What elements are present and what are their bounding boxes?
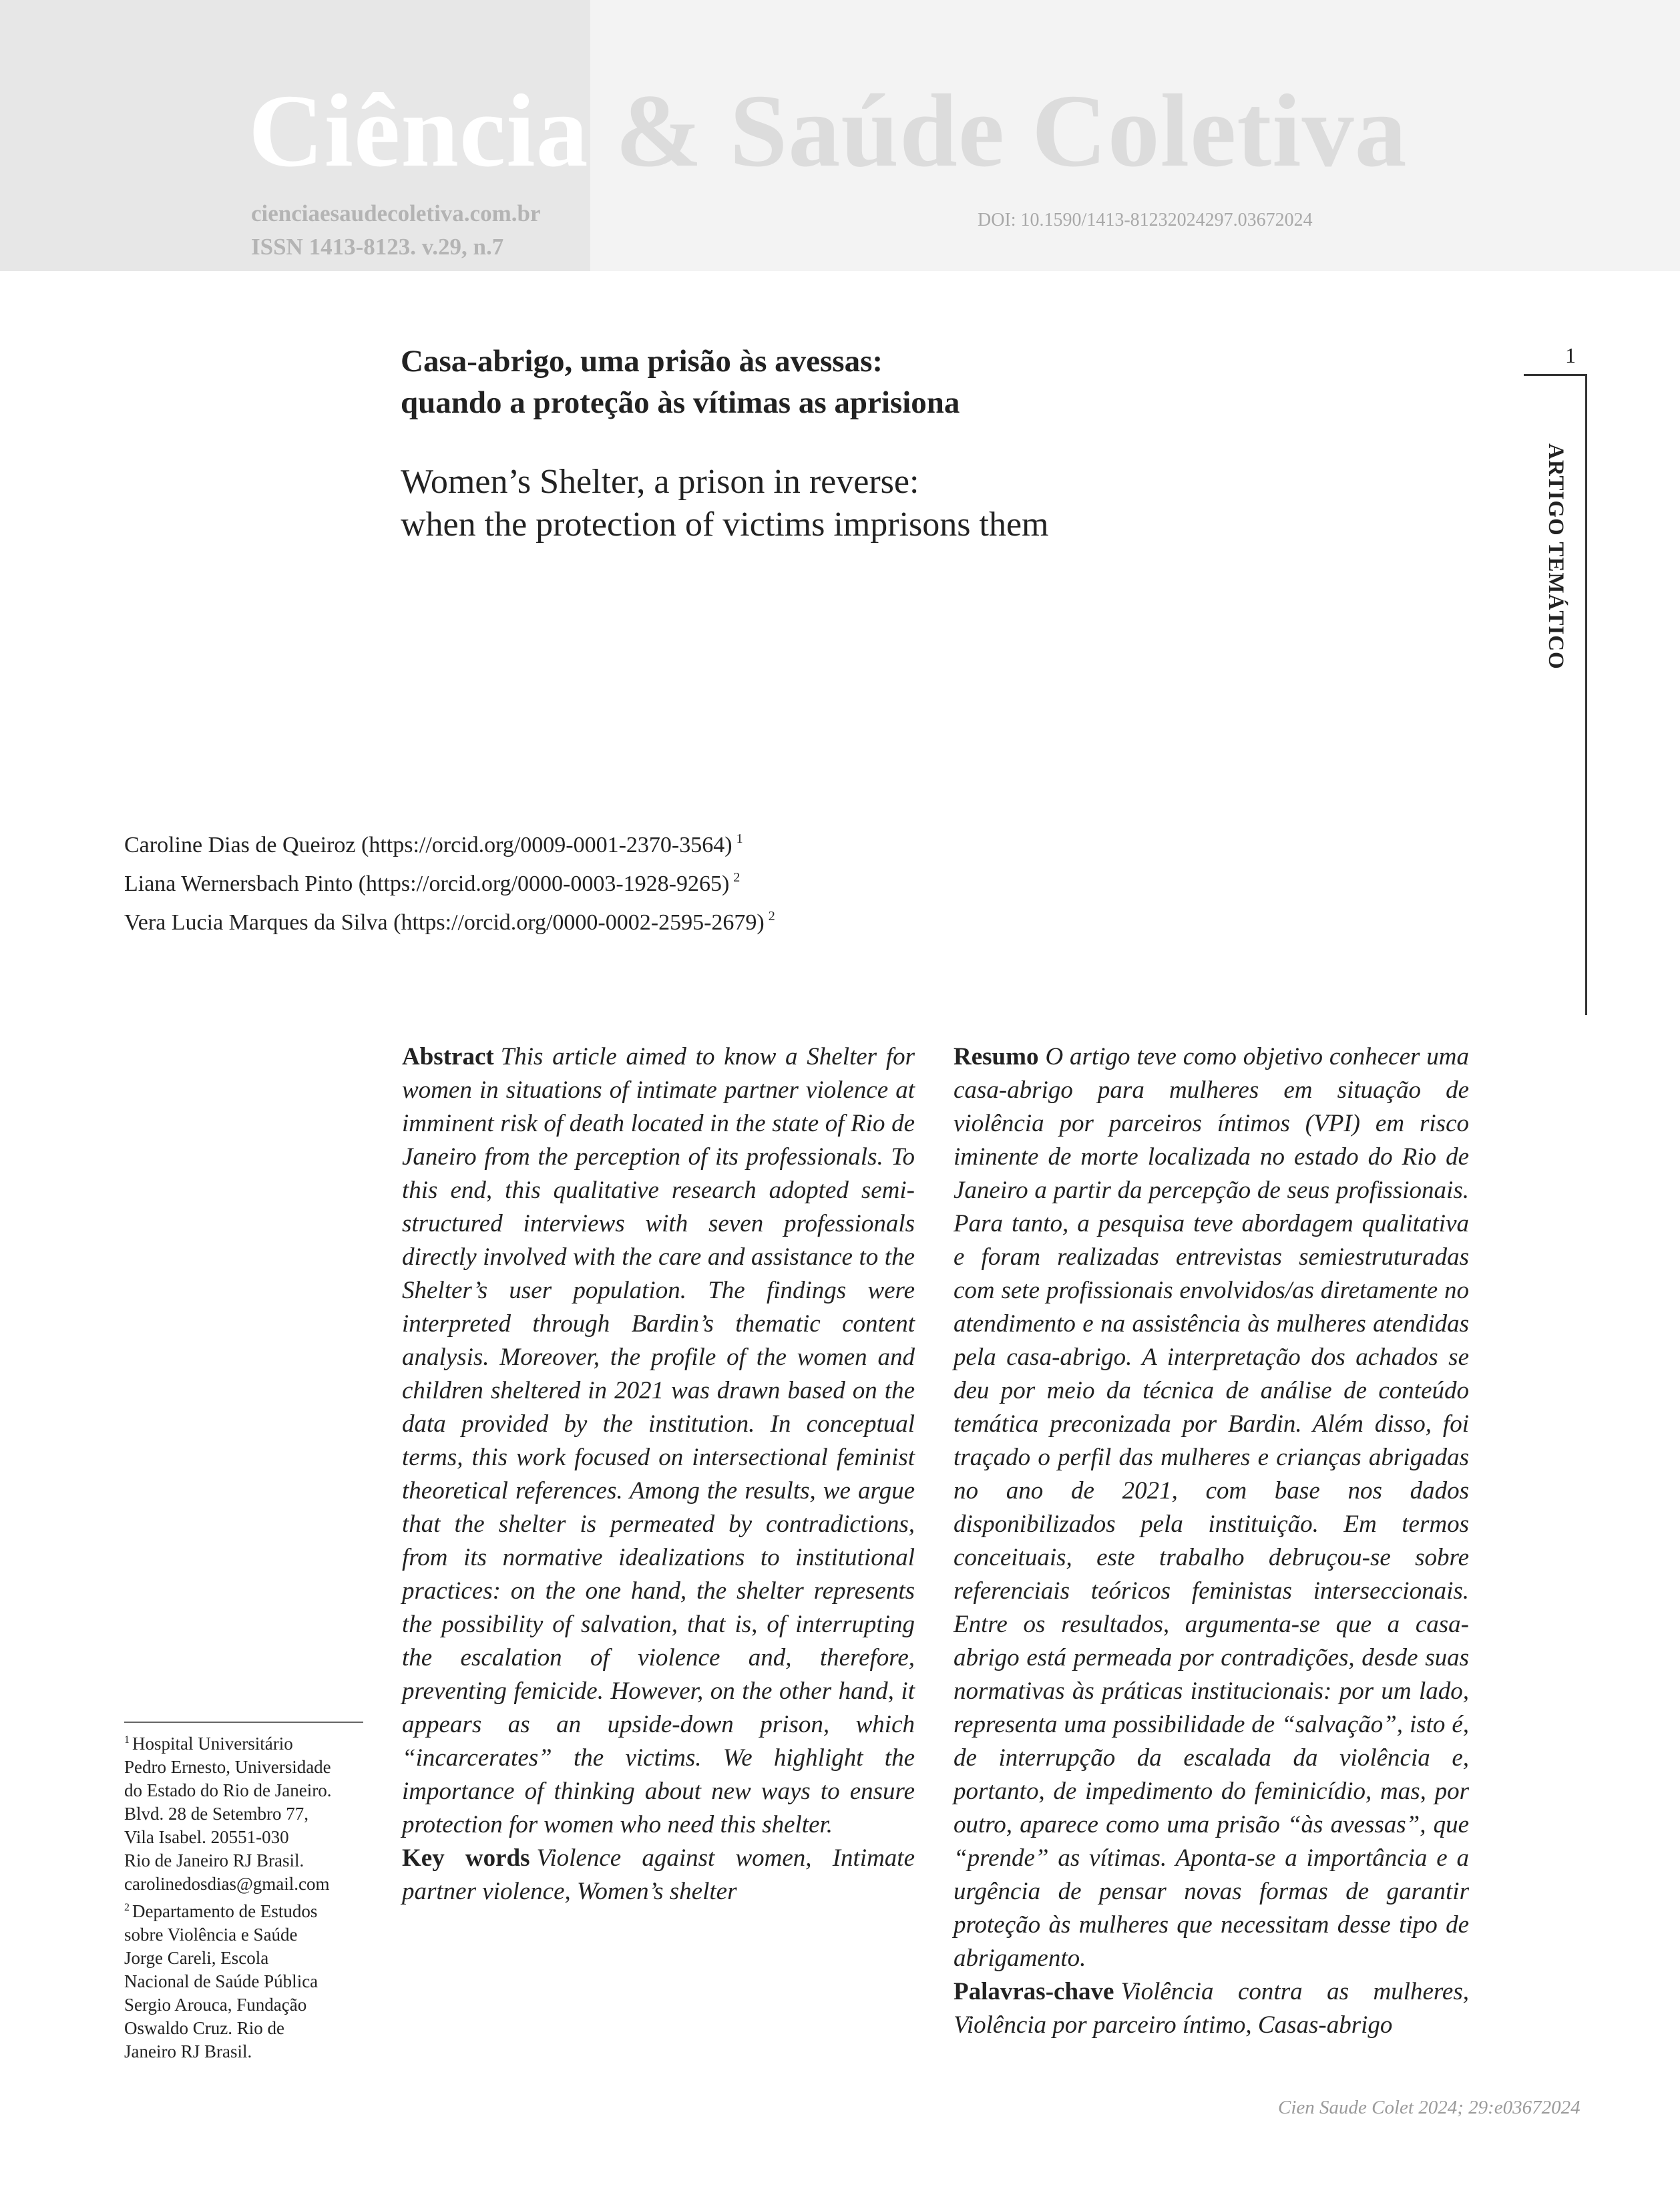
footnote-text: Departamento de Estudos: [132, 1901, 318, 1921]
margin-rule-horizontal: [1524, 374, 1587, 376]
footnote-line: Oswaldo Cruz. Rio de: [124, 2018, 284, 2038]
resumo-label: Resumo: [954, 1043, 1039, 1070]
author-name[interactable]: Vera Lucia Marques da Silva (https://orcid.org/0000-0002-2595-2679): [124, 910, 765, 935]
author-line: [124, 861, 775, 900]
footnote-mark: 1: [124, 1734, 130, 1746]
section-label: ARTIGO TEMÁTICO: [1544, 443, 1568, 670]
keywords-en: [402, 1842, 915, 1909]
journal-website[interactable]: cienciaesaudecoletiva.com.br: [251, 200, 541, 226]
title-english: [401, 461, 1049, 546]
footnote-2: [124, 1896, 391, 2063]
title-pt-line-2: quando a proteção às vítimas as aprisiona: [401, 385, 960, 420]
footnote-1: [124, 1728, 391, 1896]
footnote-line: do Estado do Rio de Janeiro.: [124, 1780, 332, 1800]
margin-rule-vertical: [1585, 374, 1587, 1015]
footnote-line: Janeiro RJ Brasil.: [124, 2041, 252, 2061]
author-line: [124, 900, 775, 939]
footnote-line: sobre Violência e Saúde: [124, 1925, 298, 1945]
author-affiliation-mark: 1: [736, 831, 743, 846]
footnote-line: [124, 1896, 391, 1923]
journal-title: [248, 73, 1408, 188]
abstract-text: This article aimed to know a Shelter for women in situations of intimate partner violence at imminent risk of death located in the state of Rio de Janeiro from the perception of its professionals. To this end, this qualitative research adopted semi-structured interviews with seven professionals directly involved with the care and assistance to the Shelter’s user population. The findings were interpreted through Bardin’s thematic content analysis. Moreover, the profile of the women and children sheltered in 2021 was drawn based on the data provided by the institution. In conceptual terms, this work focused on intersectional feminist theoretical references. Among the results, we argue that the shelter is permeated by contradictions, from its normative idealizations to institutional practices: on the one hand, the shelter represents the possibility of salvation, that is, of interrupting the escalation of violence and, therefore, preventing femicide. However, on the other hand, it appears as an upside-down prison, which “incarcerates” the victims. We highlight the importance of thinking about new ways to ensure protection for women who need this shelter.: [402, 1043, 915, 1838]
footnote-email[interactable]: carolinedosdias@gmail.com: [124, 1874, 330, 1894]
article-doi[interactable]: DOI: 10.1590/1413-81232024297.03672024: [978, 210, 1313, 230]
footnote-line: Pedro Ernesto, Universidade: [124, 1757, 331, 1777]
journal-issn: ISSN 1413-8123. v.29, n.7: [251, 234, 504, 260]
footnote-line: Rio de Janeiro RJ Brasil.: [124, 1850, 304, 1870]
author-line: [124, 823, 775, 861]
footnote-mark: 2: [124, 1902, 130, 1913]
journal-title-word1: Ciência: [248, 73, 589, 188]
footnote-line: Sergio Arouca, Fundação: [124, 1995, 307, 2015]
footnote-rule: [124, 1722, 363, 1723]
keywords-pt: [954, 1975, 1469, 2042]
footnote-line: Vila Isabel. 20551-030: [124, 1827, 289, 1847]
author-affiliation-mark: 2: [733, 870, 741, 885]
keywords-pt-label: Palavras-chave: [954, 1978, 1114, 2005]
title-pt-line-1: Casa-abrigo, uma prisão às avessas:: [401, 344, 883, 379]
footnote-line: [124, 1728, 391, 1756]
footnote-line: Nacional de Saúde Pública: [124, 1971, 319, 1991]
keywords-en-label: Key words: [402, 1844, 530, 1872]
resumo-text: O artigo teve como objetivo conhecer uma casa-abrigo para mulheres em situação de violência por parceiros íntimos (VPI) em risco iminente de morte localizada no estado do Rio de Janeiro a partir da percepção de seus profissionais. Para tanto, a pesquisa teve abordagem qualitativa e foram realizadas entrevistas semiestruturadas com sete profissionais envolvidos/as diretamente no atendimento e na assistência às mulheres atendidas pela casa-abrigo. A interpretação dos achados se deu por meio da técnica de análise de conteúdo temática preconizada por Bardin. Além disso, foi traçado o perfil das mulheres e crianças abrigadas no ano de 2021, com base nos dados disponibilizados pela instituição. Em termos conceituais, este trabalho debruçou-se sobre referenciais teóricos feministas interseccionais. Entre os resultados, argumenta-se que a casa-abrigo está permeada por contradições, desde suas normativas às práticas institucionais: por um lado, representa uma possibilidade de “salvação”, isto é, de interrupção da escalada da violência e, portanto, de impedimento do feminicídio, mas, por outro, aparece como uma prisão “às avessas”, que “prende” as vítimas. Aponta-se a importância e a urgência de pensar novas formas de garantir proteção às mulheres que necessitam desse tipo de abrigamento.: [954, 1043, 1469, 1972]
footnote-text: Hospital Universitário: [132, 1734, 293, 1754]
footnote-line: Jorge Careli, Escola: [124, 1948, 269, 1968]
author-list: [124, 823, 775, 939]
page-citation: Cien Saude Colet 2024; 29:e03672024: [1278, 2097, 1581, 2118]
author-affiliation-mark: 2: [768, 909, 775, 924]
keywords-pt-text: Violência contra as mulheres, Violência por parceiro íntimo, Casas-abrigo: [954, 1978, 1469, 2039]
title-portuguese: [401, 341, 960, 423]
title-en-line-1: Women’s Shelter, a prison in reverse:: [401, 463, 919, 501]
abstract-english: [402, 1040, 915, 1909]
abstract-label: Abstract: [402, 1043, 494, 1070]
title-en-line-2: when the protection of victims imprisons them: [401, 506, 1049, 544]
author-name[interactable]: Caroline Dias de Queiroz (https://orcid.org/0009-0001-2370-3564): [124, 833, 732, 857]
journal-title-rest: & Saúde Coletiva: [615, 73, 1408, 188]
keywords-en-text: Violence against women, Intimate partner violence, Women’s shelter: [402, 1844, 915, 1905]
footnote-line: Blvd. 28 de Setembro 77,: [124, 1804, 308, 1824]
resumo-body: [954, 1040, 1469, 1975]
page-number: 1: [1565, 343, 1576, 367]
abstract-body: [402, 1040, 915, 1842]
author-name[interactable]: Liana Wernersbach Pinto (https://orcid.org/0000-0003-1928-9265): [124, 871, 730, 896]
abstract-portuguese: [954, 1040, 1469, 2042]
affiliation-footnotes: [124, 1728, 391, 2063]
